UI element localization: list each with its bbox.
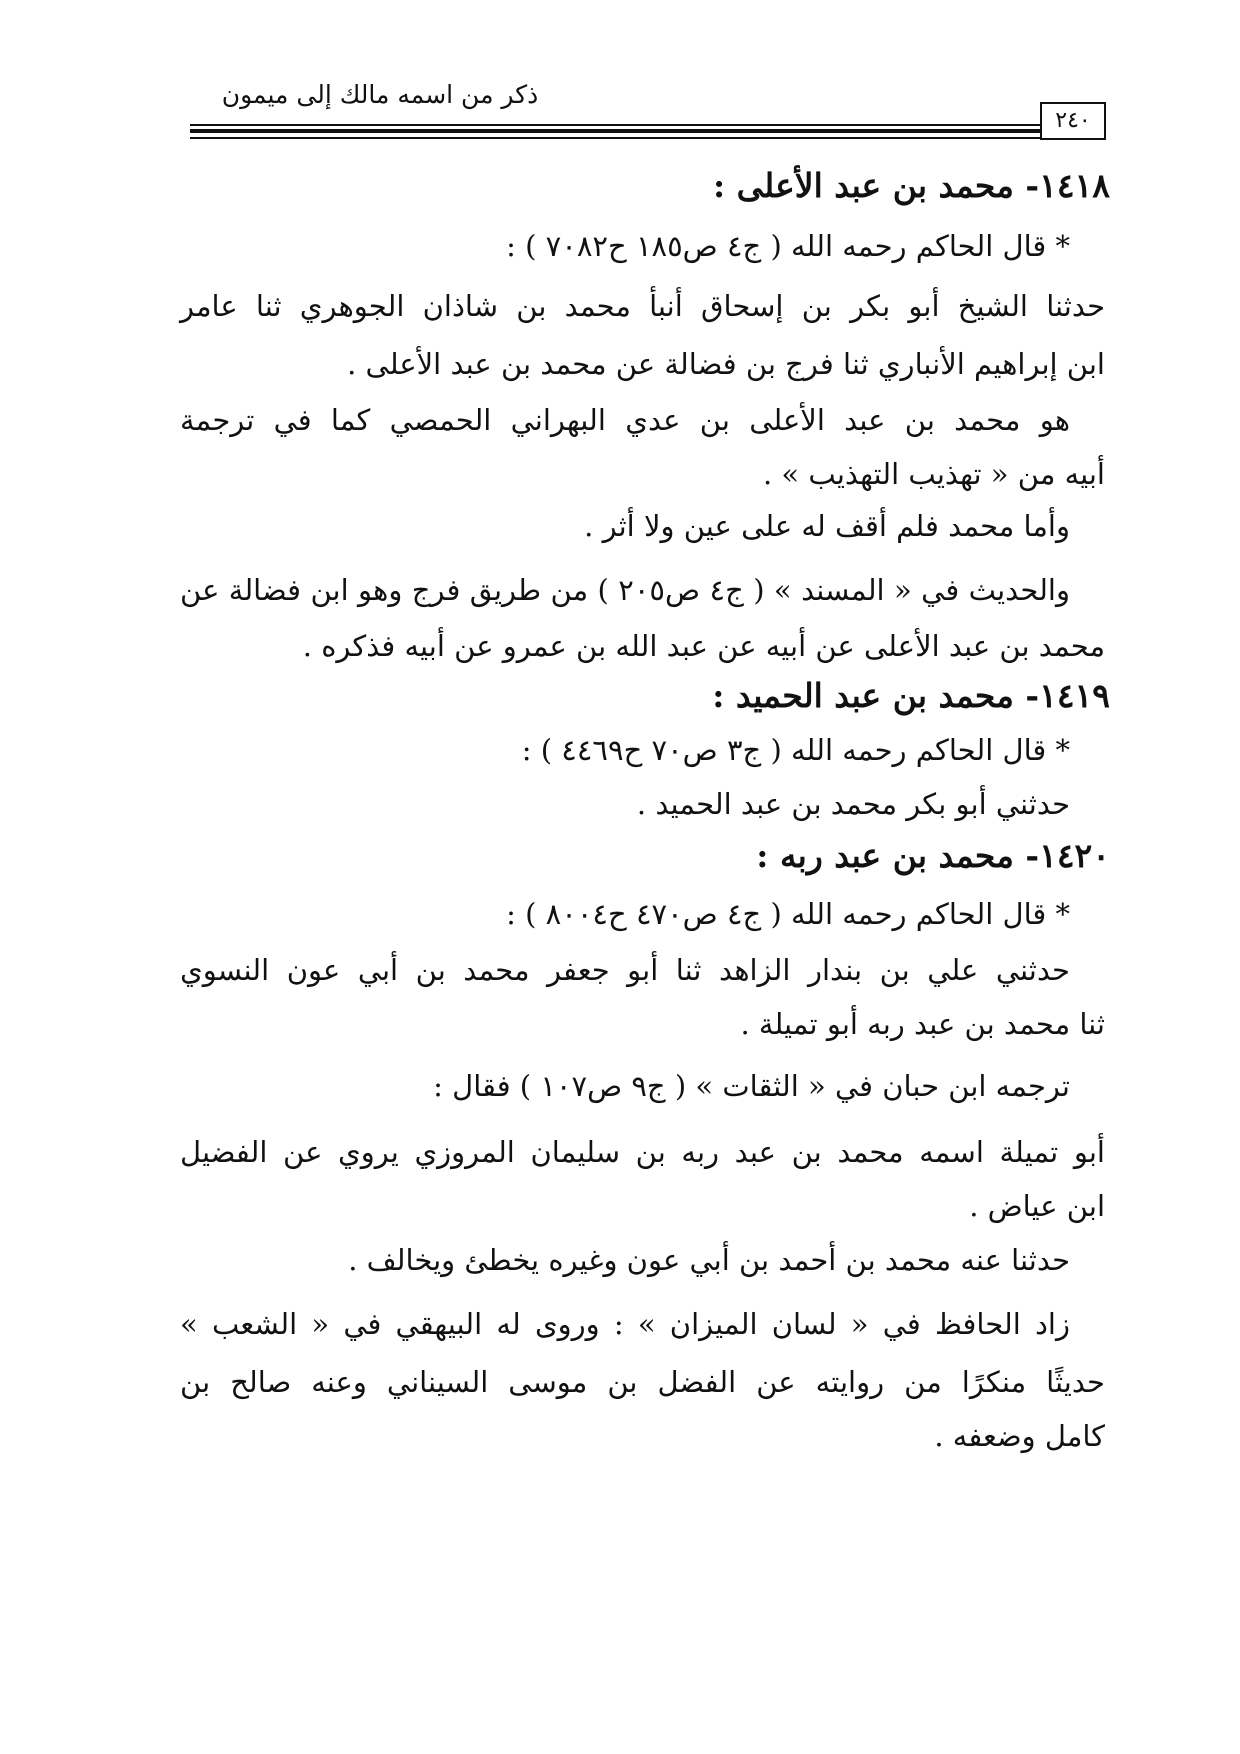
body-line: ابن عياض .: [969, 1189, 1105, 1223]
body-line: حدثني أبو بكر محمد بن عبد الحميد .: [636, 787, 1070, 821]
running-title: ذكر من اسمه مالك إلى ميمون: [221, 80, 539, 109]
entry-heading: ١٤١٩- محمد بن عبد الحميد :: [712, 676, 1110, 715]
body-line: كامل وضعفه .: [934, 1419, 1105, 1453]
body-line: ترجمه ابن حبان في « الثقات » ( ج٩ ص١٠٧ ) فقال :: [433, 1069, 1070, 1103]
page-number: ٢٤٠: [1040, 102, 1106, 140]
entry-citation: * قال الحاكم رحمه الله ( ج٣ ص٧٠ ح٤٤٦٩ ) :: [521, 733, 1070, 767]
body-line: هو محمد بن عبد الأعلى بن عدي البهراني الحمصي كما في ترجمة: [180, 403, 1070, 437]
body-line: زاد الحافظ في « لسان الميزان » : وروى له البيهقي في « الشعب »: [180, 1307, 1070, 1341]
header-rule-top: [190, 124, 1040, 126]
body-line: محمد بن عبد الأعلى عن أبيه عن عبد الله بن عمرو عن أبيه فذكره .: [302, 629, 1105, 663]
entry-heading: ١٤٢٠- محمد بن عبد ربه :: [756, 836, 1110, 875]
body-line: ابن إبراهيم الأنباري ثنا فرج بن فضالة عن محمد بن عبد الأعلى .: [347, 347, 1105, 381]
body-line: أبيه من « تهذيب التهذيب » .: [762, 457, 1105, 491]
body-line: حديثًا منكرًا من روايته عن الفضل بن موسى السيناني وعنه صالح بن: [180, 1365, 1105, 1399]
body-line: حدثنا عنه محمد بن أحمد بن أبي عون وغيره يخطئ ويخالف .: [348, 1243, 1070, 1277]
body-line: وأما محمد فلم أقف له على عين ولا أثر .: [584, 509, 1070, 543]
entry-citation: * قال الحاكم رحمه الله ( ج٤ ص٤٧٠ ح٨٠٠٤ ) :: [506, 897, 1070, 931]
header-rule-bottom: [190, 137, 1040, 139]
body-line: والحديث في « المسند » ( ج٤ ص٢٠٥ ) من طريق فرج وهو ابن فضالة عن: [180, 573, 1070, 607]
entry-citation: * قال الحاكم رحمه الله ( ج٤ ص١٨٥ ح٧٠٨٢ ) :: [506, 229, 1070, 263]
entry-heading: ١٤١٨- محمد بن عبد الأعلى :: [713, 166, 1110, 205]
body-line: حدثنا الشيخ أبو بكر بن إسحاق أنبأ محمد بن شاذان الجوهري ثنا عامر: [180, 289, 1105, 323]
body-line: أبو تميلة اسمه محمد بن عبد ربه بن سليمان المروزي يروي عن الفضيل: [180, 1135, 1105, 1169]
header-rule-middle: [190, 129, 1040, 133]
body-line: ثنا محمد بن عبد ربه أبو تميلة .: [740, 1007, 1105, 1041]
body-line: حدثني علي بن بندار الزاهد ثنا أبو جعفر محمد بن أبي عون النسوي: [180, 953, 1070, 987]
